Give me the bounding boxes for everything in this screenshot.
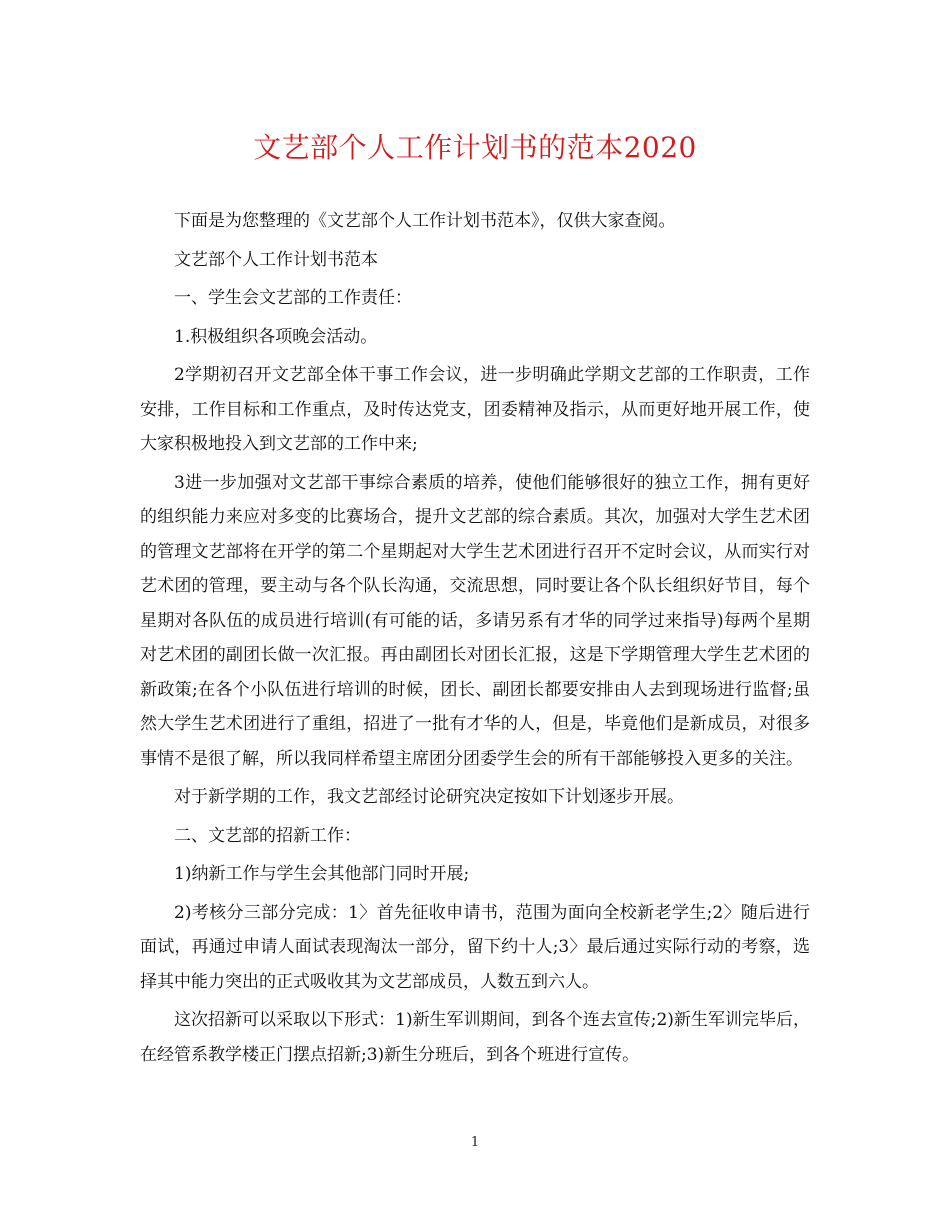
paragraph-item-3: 3进一步加强对文艺部干事综合素质的培养，使他们能够很好的独立工作，拥有更好的组织能力来应对多变的比赛场合，提升文艺部的综合素质。其次，加强对大学生艺术团的管理文艺部将在开学的第二个星期起对大学生艺术团进行召开不定时会议，从而实行对艺术团的管理，要主动与各个队长沟通，交流思想，同时要让各个队长组织好节目，每个星期对各队伍的成员进行培训(有可能的话，多请另系有才华的同学过来指导)每两个星期对艺术团的副团长做一次汇报。再由副团长对团长汇报，这是下学期管理大学生艺术团的新政策;在各个小队伍进行培训的时候，团长、副团长都要安排由人去到现场进行监督;虽然大学生艺术团进行了重组，招进了一批有才华的人，但是，毕竟他们是新成员，对很多事情不是很了解，所以我同样希望主席团分团委学生会的所有干部能够投入更多的关注。 <box>140 472 810 769</box>
section-heading-recruitment: 二、文艺部的招新工作： <box>174 825 361 846</box>
document-body <box>140 204 810 1076</box>
paragraph-recruit-1: 1)纳新工作与学生会其他部门同时开展; <box>174 864 470 884</box>
paragraph-subtitle: 文艺部个人工作计划书范本 <box>174 249 378 270</box>
paragraph-intro: 下面是为您整理的《文艺部个人工作计划书范本》，仅供大家查阅。 <box>174 211 676 231</box>
page-number: 1 <box>470 1135 480 1150</box>
paragraph-recruit-2: 2)考核分三部分完成：1〉首先征收申请书，范围为面向全校新老学生;2〉随后进行面试，再通过申请人面试表现淘汰一部分，留下约十人;3〉最后通过实际行动的考察，选择其中能力突出的正式吸收其为文艺部成员，人数五到六人。 <box>140 902 810 992</box>
paragraph-item-1: 1.积极组织各项晚会活动。 <box>174 326 378 347</box>
document-title: 文艺部个人工作计划书的范本2020 <box>253 131 697 164</box>
section-heading-responsibilities: 一、学生会文艺部的工作责任： <box>174 288 412 308</box>
paragraph-item-2: 2学期初召开文艺部全体干事工作会议，进一步明确此学期文艺部的工作职责，工作安排，工作目标和工作重点，及时传达党支，团委精神及指示，从而更好地开展工作，使大家积极地投入到文艺部的工作中来; <box>140 365 810 454</box>
paragraph-plan-intro: 对于新学期的工作，我文艺部经讨论研究决定按如下计划逐步开展。 <box>174 787 684 807</box>
paragraph-recruit-forms: 这次招新可以采取以下形式：1)新生军训期间，到各个连去宣传;2)新生军训完毕后，在经管系教学楼正门摆点招新;3)新生分班后，到各个班进行宣传。 <box>140 1010 810 1065</box>
